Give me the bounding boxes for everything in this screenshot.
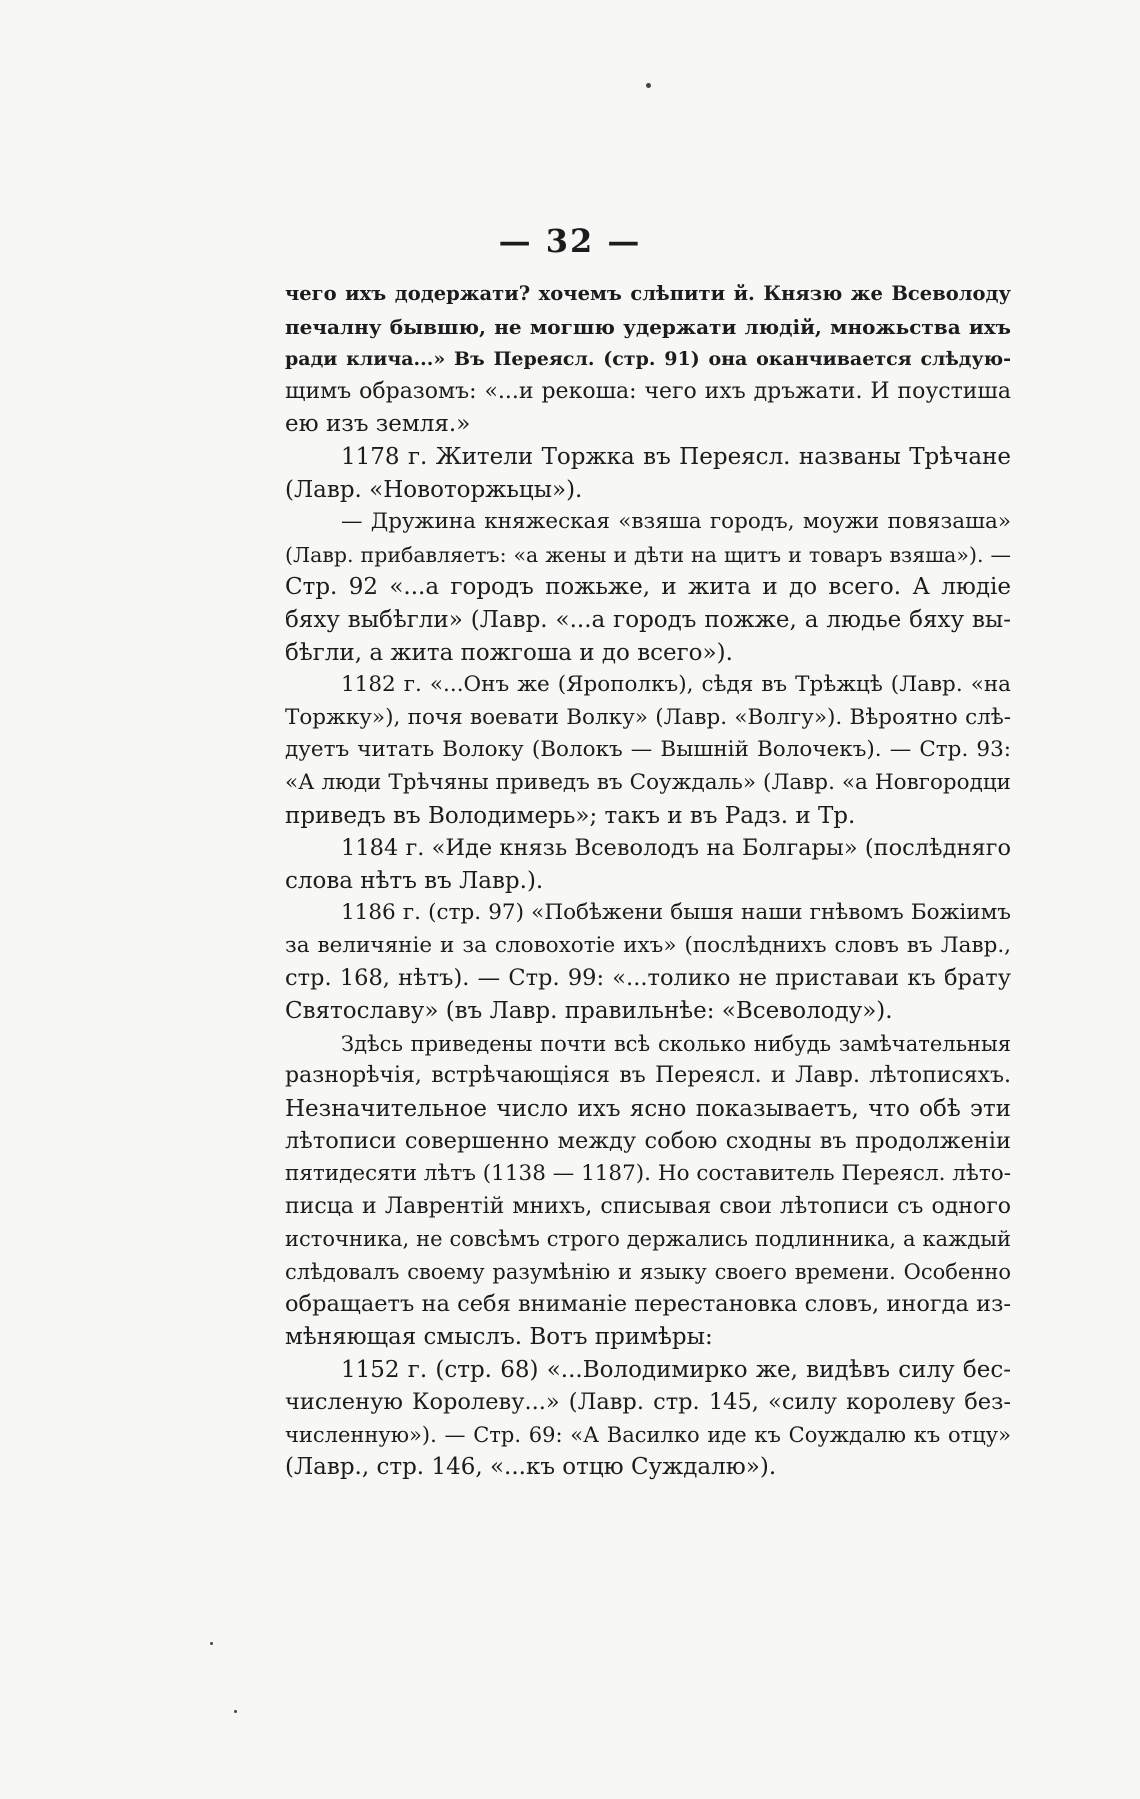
text-line: слѣдовалъ своему разумѣнію и языку своего времени. Особенно [285,1259,1011,1284]
text-line: пятидесяти лѣтъ (1138 — 1187). Но составитель Переясл. лѣто- [285,1161,1011,1187]
text-line: стр. 168, нѣтъ). — Стр. 99: «...толико не приставаи къ брату [285,965,1011,992]
text-line: 1152 г. (стр. 68) «...Володимирко же, видѣвъ силу бес- [341,1356,1011,1383]
text-line: ради клича...» Въ Переясл. (стр. 91) она оканчивается слѣдую- [285,348,1011,371]
text-line: численную»). — Стр. 69: «А Василко иде къ Соуждалю къ отцу» [285,1422,1011,1447]
text-line: «А люди Трѣчяны приведъ въ Соуждаль» (Лавр. «а Новгородци [285,769,1011,795]
text-line: обращаетъ на себя вниманіе перестановка словъ, иногда из- [285,1291,1011,1318]
text-line: численую Королеву...» (Лавр. стр. 145, «силу королеву без- [285,1389,1011,1416]
text-line: дуетъ читать Волоку (Волокъ — Вышній Волочекъ). — Стр. 93: [285,737,1011,763]
text-line: Стр. 92 «...а городъ пожьже, и жита и до всего. А людіе [285,574,1011,601]
text-line: Торжку»), почя воевати Волку» (Лавр. «Волгу»). Вѣроятно слѣ- [285,704,1011,730]
ink-speck [210,1642,213,1645]
text-line: бяху выбѣгли» (Лавр. «...а городъ пожже, а людье бяху вы- [285,606,1011,633]
text-line: (Лавр. «Новоторжьцы»). [285,476,583,503]
text-line: лѣтописи совершенно между собою сходны въ продолженіи [285,1128,1011,1155]
text-line: 1178 г. Жители Торжка въ Переясл. названы Трѣчане [341,443,1011,470]
text-line: мѣняющая смыслъ. Вотъ примѣры: [285,1324,713,1350]
body-text [285,278,1011,1484]
text-line: — Дружина княжеская «взяша городъ, моужи повязаша» [341,509,1011,535]
text-line: писца и Лаврентій мнихъ, списывая свои лѣтописи съ одного [285,1193,1011,1219]
text-line: Здѣсь приведены почти всѣ сколько нибудь замѣчательныя [341,1031,1011,1056]
text-line: ею изъ земля.» [285,411,471,438]
page-number: — 32 — [498,222,642,260]
text-line: щимъ образомъ: «...и рекоша: чего ихъ дръжати. И поустиша [285,378,1011,404]
text-line: 1186 г. (стр. 97) «Побѣжени бышя наши гнѣвомъ Божіимъ [341,900,1011,926]
ink-speck [234,1710,237,1713]
text-line: приведъ въ Володимерь»; такъ и въ Радз. и Тр. [285,802,856,829]
text-line: 1182 г. «...Онъ же (Ярополкъ), сѣдя въ Трѣжцѣ (Лавр. «на [341,672,1011,698]
text-line: слова нѣтъ въ Лавр.). [285,867,544,894]
text-line: Святославу» (въ Лавр. правильнѣе: «Всеволоду»). [285,998,893,1025]
text-line: (Лавр. прибавляетъ: «а жены и дѣти на щитъ и товаръ взяша»). — [285,542,1011,567]
text-line: источника, не совсѣмъ строго держались подлинника, а каждый [285,1227,1011,1252]
text-line: 1184 г. «Иде князь Всеволодъ на Болгары» (послѣдняго [341,835,1011,862]
text-line: разнорѣчія, встрѣчающіяся въ Переясл. и Лавр. лѣтописяхъ. [285,1063,1011,1089]
text-line: за величяніе и за словохотіе ихъ» (послѣднихъ словъ въ Лавр., [285,932,1011,958]
text-line: чего ихъ додержати? хочемъ слѣпити й. Князю же Всеволоду [285,282,1011,305]
text-line: печалну бывшю, не могшю удержати людій, множьства ихъ [285,314,1011,339]
ink-speck [646,83,651,88]
text-line: бѣгли, а жита пожгоша и до всего»). [285,639,733,666]
text-line: (Лавр., стр. 146, «...къ отцю Суждалю»). [285,1454,777,1481]
text-line: Незначительное число ихъ ясно показываетъ, что обѣ эти [285,1095,1011,1122]
